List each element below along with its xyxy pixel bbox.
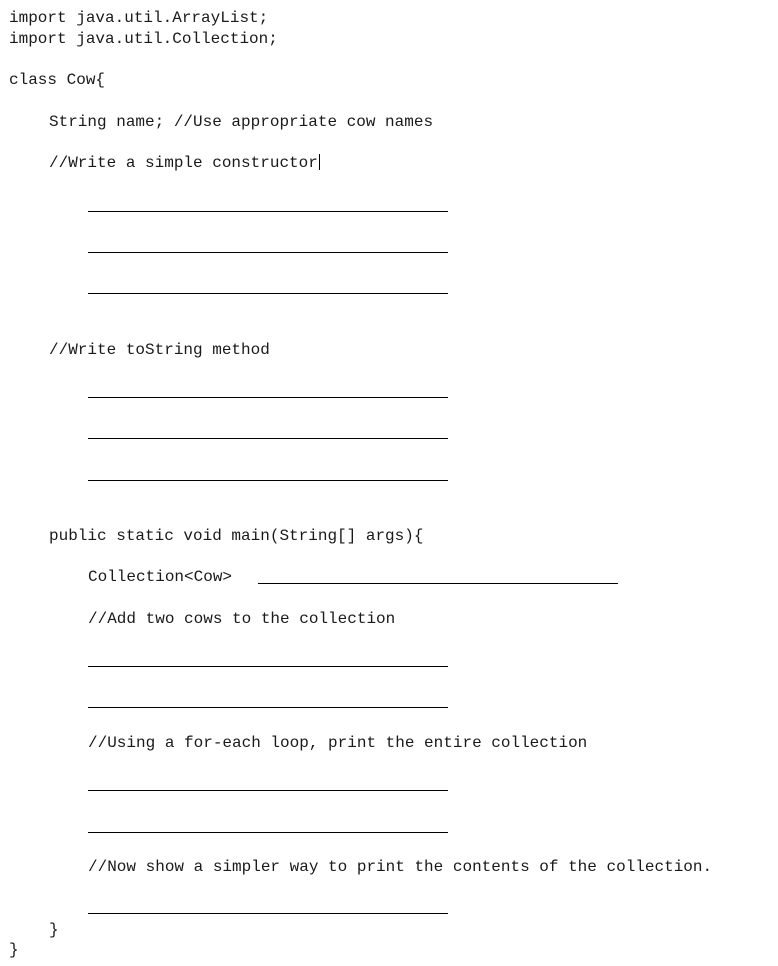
answer-blank-constructor-2[interactable] [88,252,448,253]
text-cursor [319,154,320,170]
answer-blank-tostring-2[interactable] [88,438,448,439]
constructor-prompt-text: //Write a simple constructor [49,154,318,172]
answer-blank-foreach-2[interactable] [88,832,448,833]
answer-blank-constructor-1[interactable] [88,211,448,212]
import-arraylist: import java.util.ArrayList; [9,9,269,27]
collection-declaration: Collection<Cow> [88,568,233,586]
foreach-prompt: //Using a for-each loop, print the entire collection [88,734,588,752]
constructor-prompt [49,154,320,172]
answer-blank-collection[interactable] [258,583,618,584]
add-cows-prompt: //Add two cows to the collection [88,610,396,628]
tostring-prompt: //Write toString method [49,341,270,359]
class-header: class Cow{ [9,71,106,89]
main-method-close-brace: } [49,921,59,939]
class-close-brace: } [9,941,19,959]
answer-blank-constructor-3[interactable] [88,293,448,294]
answer-blank-foreach-1[interactable] [88,790,448,791]
answer-blank-tostring-3[interactable] [88,480,448,481]
simpler-print-prompt: //Now show a simpler way to print the contents of the collection. [88,858,713,876]
answer-blank-simpler[interactable] [88,913,448,914]
answer-blank-add-2[interactable] [88,707,448,708]
main-method-header: public static void main(String[] args){ [49,527,424,545]
answer-blank-tostring-1[interactable] [88,397,448,398]
field-declaration: String name; //Use appropriate cow names [49,113,434,131]
import-collection: import java.util.Collection; [9,30,278,48]
answer-blank-add-1[interactable] [88,666,448,667]
